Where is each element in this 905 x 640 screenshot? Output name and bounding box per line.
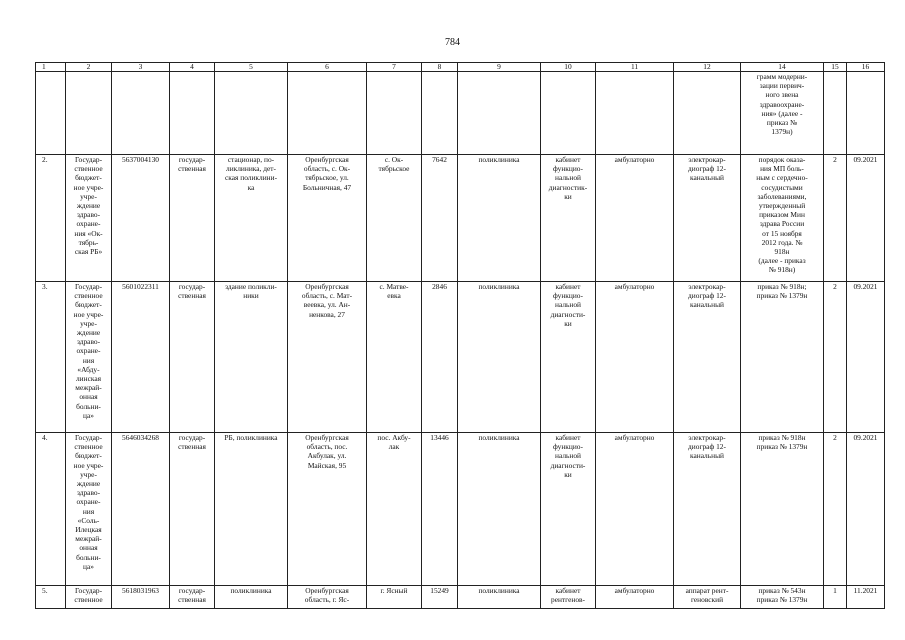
table-row — [36, 433, 885, 586]
cell-col-8: 15249 — [422, 586, 458, 609]
cell-col-2: Государ- ственное — [66, 586, 112, 609]
cell-col-9: поликлиника — [458, 155, 541, 282]
cell-col-12 — [674, 72, 741, 155]
header-col-2: 2 — [66, 63, 112, 72]
cell-col-13: приказ № 543н приказ № 1379н — [741, 586, 824, 609]
cell-col-15: 09.2021 — [847, 433, 885, 586]
cell-col-4 — [170, 72, 215, 155]
cell-col-14: 2 — [824, 282, 847, 433]
cell-col-5: РБ, поликлиника — [215, 433, 288, 586]
cell-col-12: электрокар- диограф 12- канальный — [674, 282, 741, 433]
cell-col-9 — [458, 72, 541, 155]
cell-col-6 — [288, 72, 367, 155]
header-col-1: 1 — [36, 63, 66, 72]
table-row — [36, 72, 885, 155]
cell-col-8: 7642 — [422, 155, 458, 282]
header-col-12: 12 — [674, 63, 741, 72]
cell-col-10: кабинет функцио- нальной диагностик- ки — [541, 155, 596, 282]
cell-col-3 — [112, 72, 170, 155]
register-table — [35, 62, 885, 609]
cell-col-11: амбулаторно — [596, 586, 674, 609]
cell-col-1: 4. — [36, 433, 66, 586]
header-col-5: 5 — [215, 63, 288, 72]
header-col-10: 10 — [541, 63, 596, 72]
cell-col-4: государ- ственная — [170, 155, 215, 282]
cell-col-11 — [596, 72, 674, 155]
cell-col-1: 5. — [36, 586, 66, 609]
cell-col-13: приказ № 918н; приказ № 1379н — [741, 282, 824, 433]
cell-col-7: г. Ясный — [367, 586, 422, 609]
cell-col-11: амбулаторно — [596, 155, 674, 282]
table-row — [36, 155, 885, 282]
cell-col-4: государ- ственная — [170, 282, 215, 433]
header-col-15: 16 — [847, 63, 885, 72]
cell-col-4: государ- ственная — [170, 433, 215, 586]
cell-col-14: 2 — [824, 433, 847, 586]
cell-col-8 — [422, 72, 458, 155]
cell-col-6: Оренбургская область, пос. Акбулак, ул. Майская, 95 — [288, 433, 367, 586]
cell-col-13: грамм модерни- зации первич- ного звена здравоохране- ния» (далее - приказ № 1379н) — [741, 72, 824, 155]
cell-col-12: электрокар- диограф 12- канальный — [674, 433, 741, 586]
cell-col-1: 3. — [36, 282, 66, 433]
table-row — [36, 282, 885, 433]
cell-col-3: 5618031963 — [112, 586, 170, 609]
cell-col-10: кабинет рентгенов- — [541, 586, 596, 609]
cell-col-9: поликлиника — [458, 433, 541, 586]
page-number: 784 — [445, 37, 460, 48]
cell-col-3: 5637004130 — [112, 155, 170, 282]
header-col-3: 3 — [112, 63, 170, 72]
cell-col-14: 2 — [824, 155, 847, 282]
cell-col-1: 2. — [36, 155, 66, 282]
cell-col-15 — [847, 72, 885, 155]
cell-col-13: приказ № 918н приказ № 1379н — [741, 433, 824, 586]
cell-col-8: 13446 — [422, 433, 458, 586]
header-col-9: 9 — [458, 63, 541, 72]
cell-col-11: амбулаторно — [596, 433, 674, 586]
cell-col-9: поликлиника — [458, 586, 541, 609]
header-col-14: 15 — [824, 63, 847, 72]
cell-col-14 — [824, 72, 847, 155]
cell-col-9: поликлиника — [458, 282, 541, 433]
header-col-4: 4 — [170, 63, 215, 72]
cell-col-15: 09.2021 — [847, 155, 885, 282]
cell-col-3: 5646034268 — [112, 433, 170, 586]
cell-col-11: амбулаторно — [596, 282, 674, 433]
cell-col-6: Оренбургская область, г. Яс- — [288, 586, 367, 609]
cell-col-7: пос. Акбу- лак — [367, 433, 422, 586]
header-col-6: 6 — [288, 63, 367, 72]
header-col-13: 14 — [741, 63, 824, 72]
cell-col-5: стационар, по- ликлиника, дет- ская поликлини- ка — [215, 155, 288, 282]
cell-col-7: с. Матве- евка — [367, 282, 422, 433]
header-col-7: 7 — [367, 63, 422, 72]
cell-col-7: с. Ок- тябрьское — [367, 155, 422, 282]
cell-col-12: электрокар- диограф 12- канальный — [674, 155, 741, 282]
cell-col-15: 09.2021 — [847, 282, 885, 433]
cell-col-6: Оренбургская область, с. Ок- тябрьское, ул. Больничная, 47 — [288, 155, 367, 282]
cell-col-15: 11.2021 — [847, 586, 885, 609]
cell-col-12: аппарат рент- геновский — [674, 586, 741, 609]
cell-col-5: здание поликли- ники — [215, 282, 288, 433]
cell-col-2: Государ- ственное бюджет- ное учре- учре- ждение здраво- охране- ния «Абду- линская межрай- онная больни- ца» — [66, 282, 112, 433]
cell-col-2: Государ- ственное бюджет- ное учре- учре- ждение здраво- охране- ния «Соль- Илецкая межрай- онная больни- ца» — [66, 433, 112, 586]
cell-col-10 — [541, 72, 596, 155]
cell-col-7 — [367, 72, 422, 155]
cell-col-14: 1 — [824, 586, 847, 609]
cell-col-6: Оренбургская область, с. Мат- веевка, ул. Ан- ненкова, 27 — [288, 282, 367, 433]
cell-col-10: кабинет функцио- нальной диагности- ки — [541, 433, 596, 586]
cell-col-1 — [36, 72, 66, 155]
cell-col-5 — [215, 72, 288, 155]
cell-col-10: кабинет функцио- нальной диагности- ки — [541, 282, 596, 433]
cell-col-4: государ- ственная — [170, 586, 215, 609]
cell-col-2 — [66, 72, 112, 155]
cell-col-8: 2846 — [422, 282, 458, 433]
table-row — [36, 586, 885, 609]
cell-col-13: порядок оказа- ния МП боль- ным с сердечно- сосудистыми заболеваниями, утвержденный приказом Мин здрава России от 15 ноября 2012 года. № 918н (далее - приказ № 918н) — [741, 155, 824, 282]
header-col-8: 8 — [422, 63, 458, 72]
cell-col-2: Государ- ственное бюджет- ное учре- учре- ждение здраво- охране- ния «Ок- тябрь- ская РБ» — [66, 155, 112, 282]
cell-col-5: поликлиника — [215, 586, 288, 609]
header-col-11: 11 — [596, 63, 674, 72]
cell-col-3: 5601022311 — [112, 282, 170, 433]
table-header-row — [36, 63, 885, 72]
